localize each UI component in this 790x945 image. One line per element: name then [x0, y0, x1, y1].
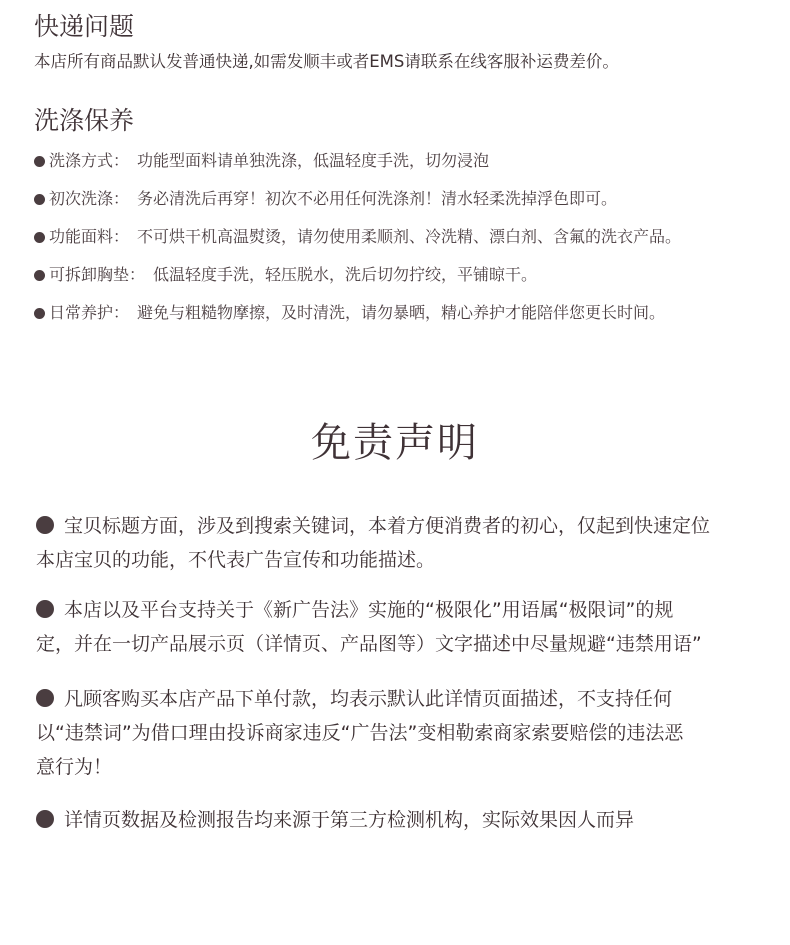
- disclaimer-line-text: 详情页数据及检测报告均来源于第三方检测机构，实际效果因人而异: [64, 809, 635, 831]
- disclaimer-line-text: 凡顾客购买本店产品下单付款，均表示默认此详情页面描述，不支持任何: [64, 688, 673, 710]
- disclaimer-paragraph: [36, 509, 776, 577]
- care-item-label: 初次洗涤：: [49, 189, 130, 208]
- care-item-text: 不可烘干机高温熨烫，请勿使用柔顺剂、冷洗精、漂白剂、含氟的洗衣产品。: [137, 227, 682, 246]
- list-item: [34, 302, 681, 340]
- list-item: [34, 150, 681, 188]
- care-item-label: 日常养护：: [49, 303, 130, 322]
- bullet-icon: [36, 689, 54, 707]
- care-item-text: 低温轻度手洗，轻压脱水，洗后切勿拧绞，平铺晾干。: [153, 265, 538, 284]
- bullet-icon: [34, 194, 45, 205]
- disclaimer-line: 以“违禁词”为借口理由投诉商家违反“广告法”变相勒索商家索要赔偿的违法恶: [36, 722, 684, 744]
- disclaimer-paragraph: [36, 593, 776, 661]
- bullet-icon: [34, 156, 45, 167]
- bullet-icon: [36, 600, 54, 618]
- bullet-icon: [34, 270, 45, 281]
- list-item: [34, 264, 681, 302]
- disclaimer-line: 意行为！: [36, 756, 113, 778]
- disclaimer-title: 免责声明: [311, 420, 479, 466]
- disclaimer-line: [36, 803, 776, 837]
- disclaimer-paragraph: [36, 682, 776, 784]
- care-item-label: 功能面料：: [49, 227, 130, 246]
- disclaimer-line: [36, 509, 776, 543]
- disclaimer-line: [36, 593, 776, 627]
- bullet-icon: [34, 308, 45, 319]
- disclaimer-line-text: 宝贝标题方面，涉及到搜索关键词，本着方便消费者的初心，仅起到快速定位: [64, 515, 711, 537]
- disclaimer-line: 本店宝贝的功能，不代表广告宣传和功能描述。: [36, 549, 436, 571]
- shipping-text: 本店所有商品默认发普通快递,如需发顺丰或者EMS请联系在线客服补运费差价。: [34, 52, 619, 71]
- list-item: [34, 188, 681, 226]
- disclaimer-line: [36, 682, 776, 716]
- care-item-text: 避免与粗糙物摩擦，及时清洗，请勿暴晒，精心养护才能陪伴您更长时间。: [137, 303, 666, 322]
- bullet-icon: [34, 232, 45, 243]
- bullet-icon: [36, 516, 54, 534]
- disclaimer-line: 定，并在一切产品展示页（详情页、产品图等）文字描述中尽量规避“违禁用语”: [36, 633, 702, 655]
- care-item-label: 可拆卸胸垫：: [49, 265, 146, 284]
- care-item-label: 洗涤方式：: [49, 151, 130, 170]
- care-list: [34, 150, 681, 340]
- bullet-icon: [36, 810, 54, 828]
- shipping-title: 快递问题: [34, 12, 135, 41]
- disclaimer-paragraph: [36, 803, 776, 837]
- care-item-text: 功能型面料请单独洗涤，低温轻度手洗，切勿浸泡: [137, 151, 490, 170]
- care-title: 洗涤保养: [34, 106, 135, 135]
- care-item-text: 务必清洗后再穿！初次不必用任何洗涤剂！清水轻柔洗掉浮色即可。: [137, 189, 618, 208]
- disclaimer-line-text: 本店以及平台支持关于《新广告法》实施的“极限化”用语属“极限词”的规: [64, 599, 674, 621]
- list-item: [34, 226, 681, 264]
